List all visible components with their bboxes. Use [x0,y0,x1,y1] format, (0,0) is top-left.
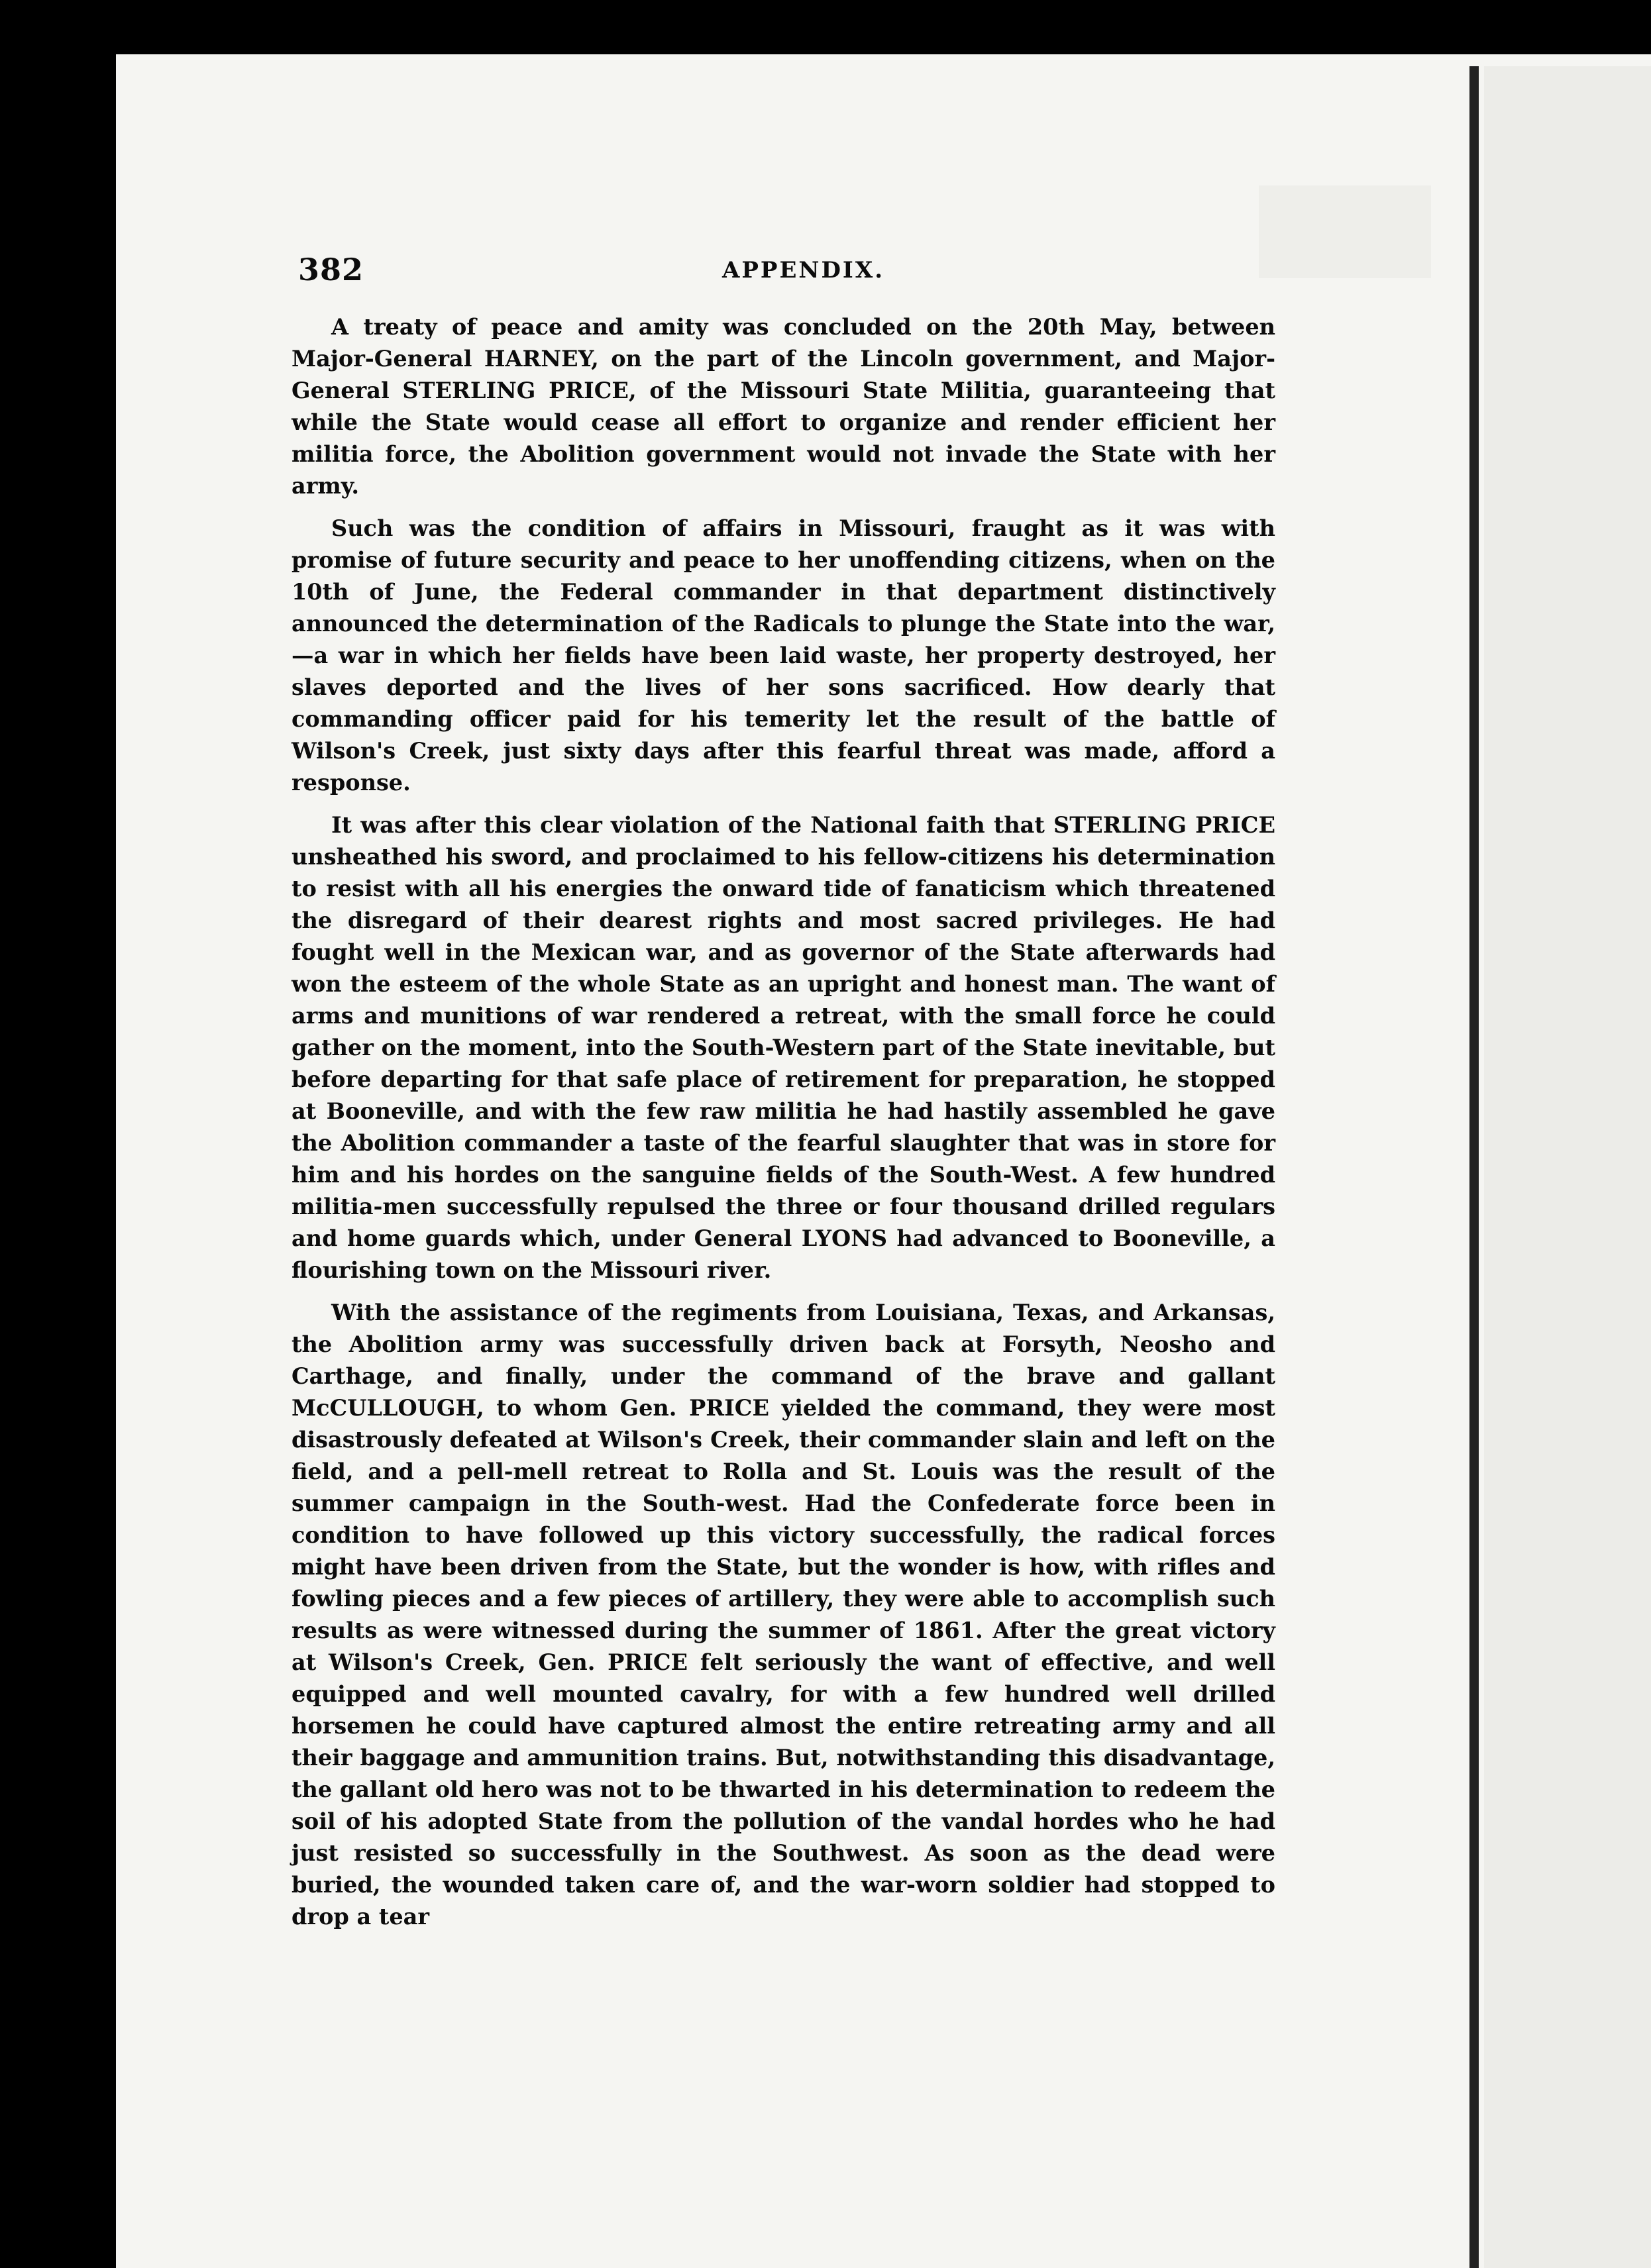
facing-page-edge [1484,66,1651,2268]
paragraph-condition: Such was the condition of affairs in Missouri, fraught as it was with promise of future security and peace to her unoffending citizens, when on the 10th of June, the Federal commander in that department distinctively announced the determination of the Radicals to plunge the State into the war,—a war in which her fields have been laid waste, her property destroyed, her slaves deported and the lives of her sons sacrificed. How dearly that commanding officer paid for his temerity let the result of the battle of Wilson's Creek, just sixty days after this fearful threat was made, afford a response. [292,515,1275,796]
book-gutter [1469,66,1479,2268]
page-content [292,252,1275,2212]
paragraph-violation: It was after this clear violation of the National faith that STERLING PRICE unsheathed his sword, and proclaimed to his fellow-citizens his determination to resist with all his energies the onward tide of fanaticism which threatened the disregard of their dearest rights and most sacred privileges. He had fought well in the Mexican war, and as governor of the State afterwards had won the esteem of the whole State as an upright and honest man. The want of arms and munitions of war rendered a retreat, with the small force he could gather on the moment, into the South-Western part of the State inevitable, but before departing for that safe place of retirement for preparation, he stopped at Booneville, and with the few raw militia he had hastily assembled he gave the Abolition commander a taste of the fearful slaughter that was in store for him and his hordes on the sanguine fields of the South-West. A few hundred militia-men successfully repulsed the three or four thousand drilled regulars and home guards which, under General LYONS had advanced to Booneville, a flourishing town on the Missouri river. [292,812,1275,1283]
running-head: APPENDIX. [721,257,885,284]
paragraph-assistance: With the assistance of the regiments from Louisiana, Texas, and Arkansas, the Abolition army was successfully driven back at Forsyth, Neosho and Carthage, and finally, under the command of the brave and gallant McCULLOUGH, to whom Gen. PRICE yielded the command, they were most disastrously defeated at Wilson's Creek, their commander slain and left on the field, and a pell-mell retreat to Rolla and St. Louis was the result of the summer campaign in the South-west. Had the Confederate force been in condition to have followed up this victory successfully, the radical forces might have been driven from the State, but the wonder is how, with rifles and fowling pieces and a few pieces of artillery, they were able to accomplish such results as were witnessed during the summer of 1861. After the great victory at Wilson's Creek, Gen. PRICE felt seriously the want of effective, and well equipped and well mounted cavalry, for with a few hundred well drilled horsemen he could have captured almost the entire retreating army and all their baggage and ammunition trains. But, notwithstanding this disadvantage, the gallant old hero was not to be thwarted in his determination to redeem the soil of his adopted State from the pollution of the vandal hordes who he had just resisted so successfully in the Southwest. As soon as the dead were buried, the wounded taken care of, and the war-worn soldier had stopped to drop a tear [292,1300,1275,1930]
bleed-through-mark [1259,185,1431,278]
paragraph-treaty: A treaty of peace and amity was concluded on the 20th May, between Major-General HARNEY, on the part of the Lincoln government, and Major-General STERLING PRICE, of the Missouri State Militia, guaranteeing that while the State would cease all effort to organize and render efficient her militia force, the Abolition government would not invade the State with her army. [292,314,1275,499]
page-number: 382 [298,252,364,287]
page-header [292,252,1275,311]
